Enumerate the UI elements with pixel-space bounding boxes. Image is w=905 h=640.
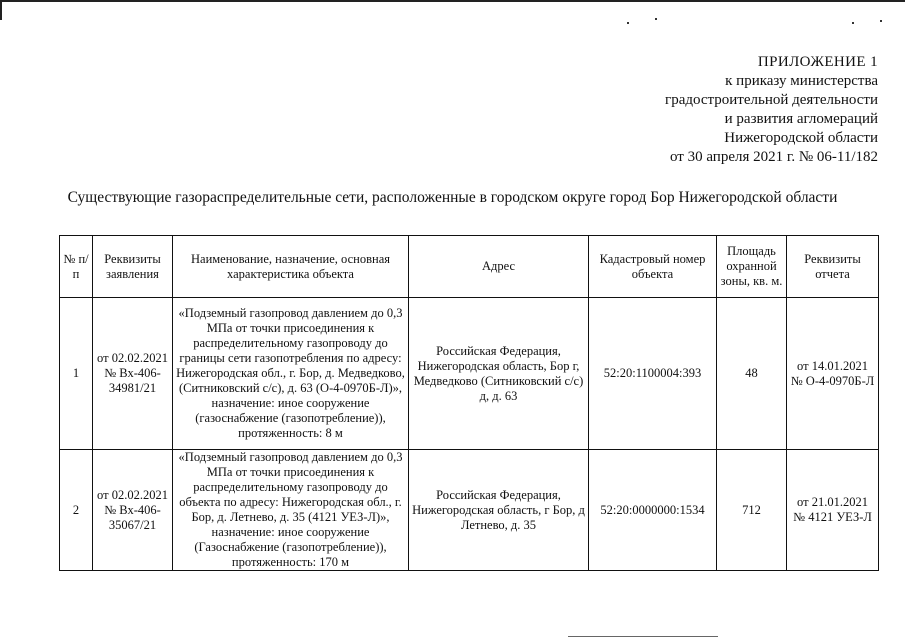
appendix-block: [665, 53, 878, 167]
document-title: Существующие газораспределительные сети, расположенные в городском округе город Бор Нижегородской области: [67, 189, 838, 206]
header-area: Площадь охранной зоны, кв. м.: [717, 236, 787, 298]
scan-edge-top: [0, 0, 905, 2]
cell-report: от 14.01.2021 № О-4-0970Б-Л: [787, 298, 879, 450]
header-cadastral: Кадастровый номер объекта: [589, 236, 717, 298]
cell-description: «Подземный газопровод давлением до 0,3 МПа от точки присоединения к распределительному газопроводу до границы сети газопотребления по адресу: Нижегородская обл., г. Бор, д. Медведково, (Ситниковский с/с), д. 63 (О-4-0970Б-Л)», назначение: иное сооружение (газоснабжение (газопотребление)), протяженность: 8 м: [173, 298, 409, 450]
cell-cadastral: 52:20:1100004:393: [589, 298, 717, 450]
cell-request: от 02.02.2021 № Вх-406-35067/21: [93, 450, 173, 571]
header-address: Адрес: [409, 236, 589, 298]
scan-speck: [880, 20, 882, 22]
cell-area: 712: [717, 450, 787, 571]
cell-number: 2: [60, 450, 93, 571]
cell-request: от 02.02.2021 № Вх-406-34981/21: [93, 298, 173, 450]
header-number: № п/п: [60, 236, 93, 298]
header-report: Реквизиты отчета: [787, 236, 879, 298]
table-header-row: [60, 236, 879, 298]
scan-bottom-stroke: [568, 636, 718, 637]
header-request: Реквизиты заявления: [93, 236, 173, 298]
cell-address: Российская Федерация, Нижегородская область, г Бор, д Летнево, д. 35: [409, 450, 589, 571]
header-description: Наименование, назначение, основная характеристика объекта: [173, 236, 409, 298]
appendix-title: ПРИЛОЖЕНИЕ 1: [757, 54, 878, 70]
scan-speck: [852, 22, 854, 24]
appendix-line: градостроительной деятельности: [665, 92, 878, 108]
appendix-line: от 30 апреля 2021 г. № 06-11/182: [669, 149, 878, 165]
gas-networks-table: [59, 235, 879, 571]
table-row: [60, 450, 879, 571]
cell-description: «Подземный газопровод давлением до 0,3 МПа от точки присоединения к распределительному газопроводу до объекта по адресу: Нижегородская обл., г. Бор, д. Летнево, д. 35 (4121 УЕЗ-Л)», назначение: иное сооружение (Газоснабжение (газопотребление)), протяженность: 170 м: [173, 450, 409, 571]
cell-address: Российская Федерация, Нижегородская область, Бор г, Медведково (Ситниковский с/с) д, д. 63: [409, 298, 589, 450]
scan-speck: [655, 18, 657, 20]
cell-report: от 21.01.2021 № 4121 УЕЗ-Л: [787, 450, 879, 571]
appendix-line: и развития агломераций: [724, 111, 878, 127]
appendix-line: к приказу министерства: [725, 73, 878, 89]
cell-area: 48: [717, 298, 787, 450]
scan-edge-left: [0, 0, 2, 20]
cell-number: 1: [60, 298, 93, 450]
cell-cadastral: 52:20:0000000:1534: [589, 450, 717, 571]
appendix-line: Нижегородской области: [724, 130, 878, 146]
scan-speck: [627, 22, 629, 24]
table-row: [60, 298, 879, 450]
